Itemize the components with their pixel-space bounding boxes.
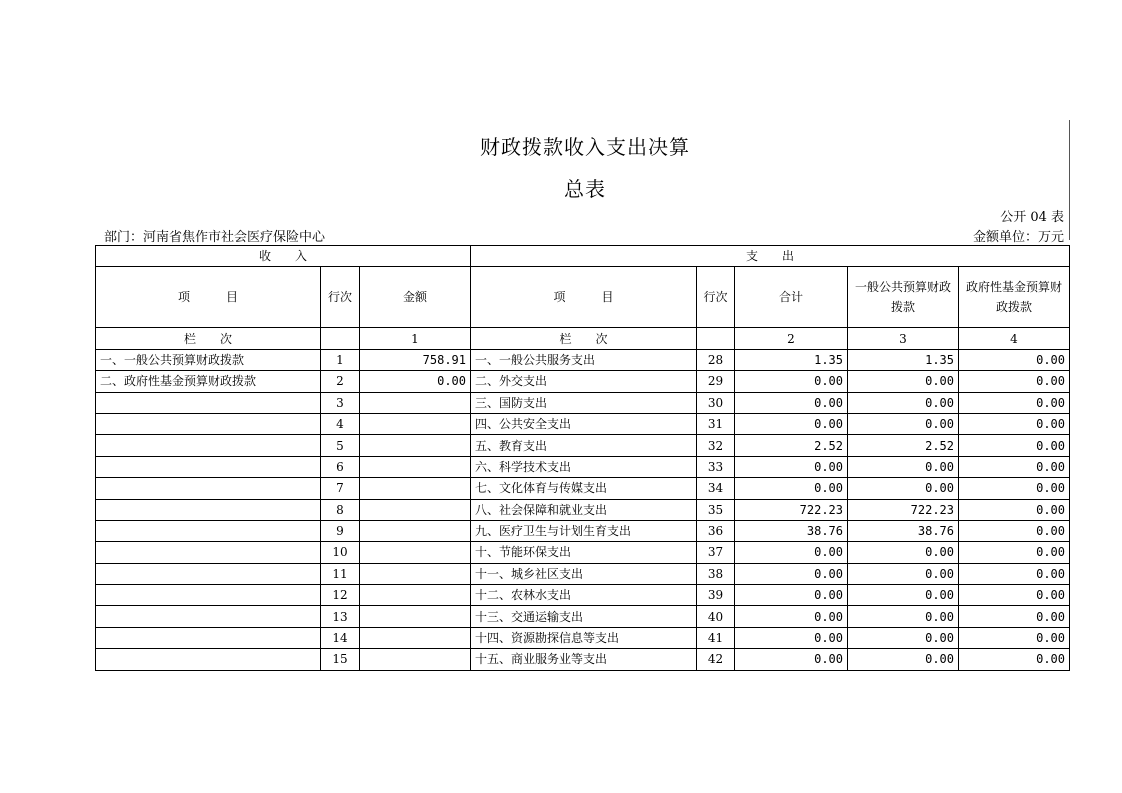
table-row <box>96 542 1070 563</box>
total-cell: 0.00 <box>735 606 848 627</box>
general-budget-cell: 0.00 <box>848 478 959 499</box>
income-item-cell <box>96 435 321 456</box>
gov-fund-cell: 0.00 <box>959 349 1070 370</box>
expense-item-cell: 四、公共安全支出 <box>471 413 697 434</box>
table-row <box>96 413 1070 434</box>
income-row-no-cell: 4 <box>321 413 360 434</box>
total-header: 合计 <box>735 267 848 328</box>
income-item-cell <box>96 413 321 434</box>
expense-item-cell: 十四、资源勘探信息等支出 <box>471 627 697 648</box>
gov-fund-cell: 0.00 <box>959 478 1070 499</box>
expense-item-header: 项 目 <box>471 267 697 328</box>
income-row-no-cell: 13 <box>321 606 360 627</box>
expense-row-no-cell: 41 <box>697 627 735 648</box>
table-row <box>96 349 1070 370</box>
budget-table <box>95 245 1070 671</box>
expense-row-no-cell: 36 <box>697 520 735 541</box>
gov-fund-cell: 0.00 <box>959 435 1070 456</box>
expense-item-cell: 六、科学技术支出 <box>471 456 697 477</box>
expense-item-cell: 十、节能环保支出 <box>471 542 697 563</box>
income-amount-cell <box>360 499 471 520</box>
gov-fund-cell: 0.00 <box>959 392 1070 413</box>
general-budget-cell: 0.00 <box>848 456 959 477</box>
unit-label: 金额单位：万元 <box>972 230 1064 245</box>
income-amount-cell: 758.91 <box>360 349 471 370</box>
general-budget-header: 一般公共预算财政拨款 <box>848 267 959 328</box>
income-row-no-cell: 11 <box>321 563 360 584</box>
income-amount-cell <box>360 627 471 648</box>
table-row <box>96 520 1070 541</box>
expense-section-header: 支 出 <box>471 246 1070 267</box>
expense-row-no-header: 行次 <box>697 267 735 328</box>
income-row-no-cell: 12 <box>321 585 360 606</box>
income-row-no-cell: 15 <box>321 649 360 670</box>
col-number-1: 1 <box>360 328 471 349</box>
expense-item-cell: 八、社会保障和就业支出 <box>471 499 697 520</box>
expense-item-cell: 二、外交支出 <box>471 371 697 392</box>
income-row-no-cell: 8 <box>321 499 360 520</box>
income-amount-cell <box>360 478 471 499</box>
total-cell: 0.00 <box>735 563 848 584</box>
total-cell: 0.00 <box>735 585 848 606</box>
income-item-cell: 二、政府性基金预算财政拨款 <box>96 371 321 392</box>
expense-item-cell: 十一、城乡社区支出 <box>471 563 697 584</box>
expense-row-no-cell: 29 <box>697 371 735 392</box>
income-row-no-cell: 14 <box>321 627 360 648</box>
income-section-header: 收 入 <box>96 246 471 267</box>
income-amount-cell <box>360 649 471 670</box>
total-cell: 0.00 <box>735 627 848 648</box>
gov-fund-cell: 0.00 <box>959 413 1070 434</box>
income-amount-cell <box>360 456 471 477</box>
income-amount-cell <box>360 413 471 434</box>
page-subtitle: 总表 <box>564 177 606 201</box>
income-amount-cell <box>360 585 471 606</box>
form-number: 公开 04 表 <box>1000 210 1064 225</box>
gov-fund-cell: 0.00 <box>959 563 1070 584</box>
department-label: 部门：河南省焦作市社会医疗保险中心 <box>104 230 326 245</box>
table-row <box>96 585 1070 606</box>
income-amount-header: 金额 <box>360 267 471 328</box>
gov-fund-cell: 0.00 <box>959 456 1070 477</box>
table-row <box>96 499 1070 520</box>
income-item-cell: 一、一般公共预算财政拨款 <box>96 349 321 370</box>
income-item-cell <box>96 606 321 627</box>
general-budget-cell: 722.23 <box>848 499 959 520</box>
general-budget-cell: 0.00 <box>848 371 959 392</box>
income-row-no-cell: 1 <box>321 349 360 370</box>
expense-col-label: 栏 次 <box>471 328 697 349</box>
income-item-cell <box>96 456 321 477</box>
income-amount-cell <box>360 563 471 584</box>
income-item-cell <box>96 563 321 584</box>
income-amount-cell <box>360 435 471 456</box>
expense-row-no-cell: 34 <box>697 478 735 499</box>
table-row <box>96 606 1070 627</box>
col-number-2: 2 <box>735 328 848 349</box>
total-cell: 0.00 <box>735 371 848 392</box>
total-cell: 0.00 <box>735 392 848 413</box>
expense-row-no-cell: 32 <box>697 435 735 456</box>
income-item-cell <box>96 392 321 413</box>
table-row <box>96 435 1070 456</box>
expense-row-no-cell: 28 <box>697 349 735 370</box>
total-cell: 2.52 <box>735 435 848 456</box>
expense-row-no-cell: 33 <box>697 456 735 477</box>
expense-row-no-cell: 40 <box>697 606 735 627</box>
total-cell: 1.35 <box>735 349 848 370</box>
expense-row-no-cell: 37 <box>697 542 735 563</box>
gov-fund-cell: 0.00 <box>959 542 1070 563</box>
gov-fund-header: 政府性基金预算财政拨款 <box>959 267 1070 328</box>
expense-row-no-cell: 38 <box>697 563 735 584</box>
expense-item-cell: 三、国防支出 <box>471 392 697 413</box>
income-col-label: 栏 次 <box>96 328 321 349</box>
general-budget-cell: 38.76 <box>848 520 959 541</box>
expense-item-cell: 十五、商业服务业等支出 <box>471 649 697 670</box>
total-cell: 722.23 <box>735 499 848 520</box>
income-item-cell <box>96 585 321 606</box>
income-item-cell <box>96 520 321 541</box>
income-row-no-cell: 6 <box>321 456 360 477</box>
table-row <box>96 649 1070 670</box>
expense-row-no-cell: 42 <box>697 649 735 670</box>
expense-row-no-cell: 30 <box>697 392 735 413</box>
income-row-no-cell: 10 <box>321 542 360 563</box>
table-row <box>96 456 1070 477</box>
expense-row-no-cell: 35 <box>697 499 735 520</box>
expense-item-cell: 九、医疗卫生与计划生育支出 <box>471 520 697 541</box>
expense-row-no-cell: 31 <box>697 413 735 434</box>
table-row <box>96 563 1070 584</box>
expense-row-no-cell: 39 <box>697 585 735 606</box>
income-row-no-cell: 7 <box>321 478 360 499</box>
gov-fund-cell: 0.00 <box>959 499 1070 520</box>
expense-item-cell: 七、文化体育与传媒支出 <box>471 478 697 499</box>
income-row-no-cell: 3 <box>321 392 360 413</box>
general-budget-cell: 0.00 <box>848 563 959 584</box>
income-row-no-cell: 5 <box>321 435 360 456</box>
gov-fund-cell: 0.00 <box>959 649 1070 670</box>
income-amount-cell <box>360 542 471 563</box>
general-budget-cell: 0.00 <box>848 585 959 606</box>
table-row <box>96 627 1070 648</box>
empty-cell <box>321 328 360 349</box>
income-amount-cell <box>360 520 471 541</box>
table-row <box>96 371 1070 392</box>
general-budget-cell: 2.52 <box>848 435 959 456</box>
gov-fund-cell: 0.00 <box>959 606 1070 627</box>
income-item-cell <box>96 627 321 648</box>
expense-item-cell: 一、一般公共服务支出 <box>471 349 697 370</box>
total-cell: 38.76 <box>735 520 848 541</box>
expense-item-cell: 十三、交通运输支出 <box>471 606 697 627</box>
total-cell: 0.00 <box>735 456 848 477</box>
general-budget-cell: 0.00 <box>848 627 959 648</box>
table-row <box>96 478 1070 499</box>
gov-fund-cell: 0.00 <box>959 520 1070 541</box>
income-item-header: 项 目 <box>96 267 321 328</box>
empty-cell <box>697 328 735 349</box>
income-row-no-cell: 9 <box>321 520 360 541</box>
income-item-cell <box>96 499 321 520</box>
general-budget-cell: 0.00 <box>848 413 959 434</box>
expense-item-cell: 五、教育支出 <box>471 435 697 456</box>
general-budget-cell: 0.00 <box>848 542 959 563</box>
general-budget-cell: 0.00 <box>848 649 959 670</box>
total-cell: 0.00 <box>735 649 848 670</box>
income-amount-cell: 0.00 <box>360 371 471 392</box>
gov-fund-cell: 0.00 <box>959 627 1070 648</box>
general-budget-cell: 0.00 <box>848 606 959 627</box>
gov-fund-cell: 0.00 <box>959 371 1070 392</box>
general-budget-cell: 0.00 <box>848 392 959 413</box>
income-item-cell <box>96 649 321 670</box>
income-amount-cell <box>360 606 471 627</box>
col-number-4: 4 <box>959 328 1070 349</box>
total-cell: 0.00 <box>735 478 848 499</box>
total-cell: 0.00 <box>735 542 848 563</box>
general-budget-cell: 1.35 <box>848 349 959 370</box>
income-item-cell <box>96 542 321 563</box>
income-row-no-header: 行次 <box>321 267 360 328</box>
col-number-3: 3 <box>848 328 959 349</box>
total-cell: 0.00 <box>735 413 848 434</box>
expense-item-cell: 十二、农林水支出 <box>471 585 697 606</box>
gov-fund-cell: 0.00 <box>959 585 1070 606</box>
income-item-cell <box>96 478 321 499</box>
income-row-no-cell: 2 <box>321 371 360 392</box>
table-row <box>96 392 1070 413</box>
income-amount-cell <box>360 392 471 413</box>
page-title: 财政拨款收入支出决算 <box>480 135 690 159</box>
